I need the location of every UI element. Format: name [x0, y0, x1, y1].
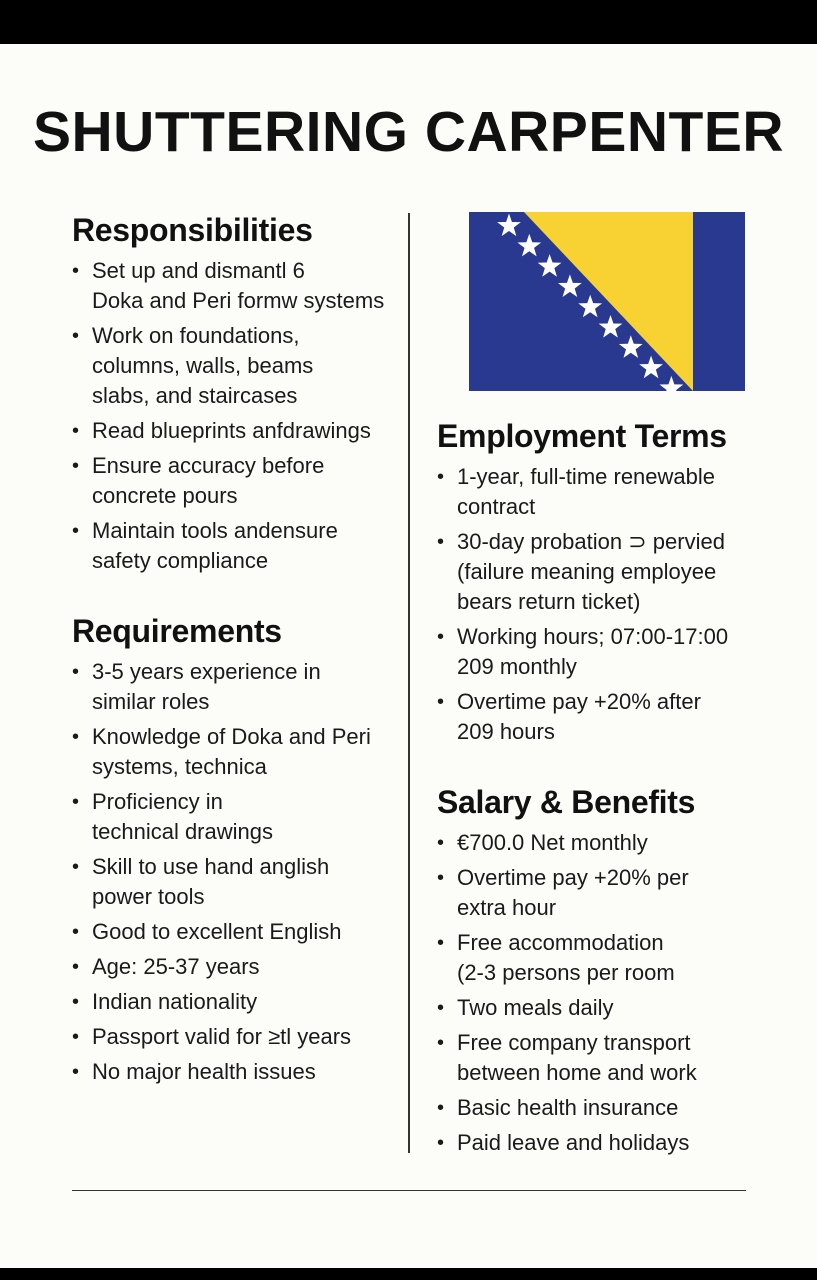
bosnia-and-herzegovina-flag [469, 212, 745, 391]
list-item-line: Working hours; 07:00-17:00 [457, 624, 729, 649]
list-item [72, 987, 400, 1017]
list-item-line: Free accommodation [457, 930, 664, 955]
bullet-icon: • [72, 991, 80, 1013]
list-item-line: Overtime pay +20% per [457, 865, 689, 890]
bullet-icon: • [72, 1026, 80, 1048]
bullet-icon: • [437, 932, 445, 954]
list-item [72, 451, 400, 511]
list-item-line: 1-year, full-time renewable [457, 464, 716, 489]
list-item [72, 852, 400, 912]
list-item-line: Paid leave and holidays [457, 1130, 690, 1155]
list-item-line: Free company transport [457, 1030, 691, 1055]
list-item-line: 3-5 years experience in [92, 659, 321, 684]
list-item [437, 527, 767, 617]
right-column [437, 416, 767, 1163]
bullet-icon: • [72, 956, 80, 978]
bullet-icon: • [437, 1132, 445, 1154]
list-item-line: between home and work [457, 1060, 697, 1085]
list-item-line: columns, walls, beams [92, 353, 314, 378]
bullet-icon: • [437, 832, 445, 854]
list-item [437, 1128, 767, 1158]
list-item-line: Two meals daily [457, 995, 614, 1020]
bullet-icon: • [72, 1061, 80, 1083]
list-item [437, 462, 767, 522]
list-item-line: 30-day probation ⊃ pervied [457, 529, 725, 554]
list-item-line: Doka and Peri formw systems [92, 288, 385, 313]
employment-terms-section [437, 416, 767, 747]
list-item-line: Knowledge of Doka and Peri [92, 724, 371, 749]
list-item [72, 1022, 400, 1052]
list-item [437, 863, 767, 923]
left-column [72, 210, 400, 1092]
list-item-line: Set up and dismantl 6 [92, 258, 305, 283]
list-item-line: Basic health insurance [457, 1095, 679, 1120]
top-black-bar [0, 0, 817, 44]
bullet-icon: • [72, 420, 80, 442]
list-item [437, 828, 767, 858]
list-item-line: €700.0 Net monthly [457, 830, 648, 855]
bullet-icon: • [72, 260, 80, 282]
bullet-icon: • [437, 867, 445, 889]
responsibilities-list [72, 256, 400, 576]
requirements-list [72, 657, 400, 1087]
list-item-line: Skill to use hand anglish [92, 854, 330, 879]
list-item-line: systems, technica [92, 754, 267, 779]
list-item [72, 787, 400, 847]
list-item [437, 1028, 767, 1088]
list-item-line: (2-3 persons per room [457, 960, 675, 985]
list-item [72, 1057, 400, 1087]
list-item-line: Age: 25-37 years [92, 954, 260, 979]
list-item-line: power tools [92, 884, 205, 909]
bullet-icon: • [72, 661, 80, 683]
list-item [72, 952, 400, 982]
list-item-line: extra hour [457, 895, 557, 920]
list-item [437, 622, 767, 682]
list-item-line: similar roles [92, 689, 210, 714]
list-item-line: Indian nationality [92, 989, 258, 1014]
list-item-line: Passport valid for ≥tl years [92, 1024, 352, 1049]
bullet-icon: • [72, 455, 80, 477]
list-item-line: (failure meaning employee [457, 559, 717, 584]
requirements-section [72, 611, 400, 1087]
list-item [72, 722, 400, 782]
list-item [72, 657, 400, 717]
list-item-line: Overtime pay +20% after [457, 689, 701, 714]
list-item-line: 209 monthly [457, 654, 577, 679]
list-item [72, 321, 400, 411]
bullet-icon: • [72, 520, 80, 542]
bullet-icon: • [437, 1032, 445, 1054]
list-item-line: Good to excellent English [92, 919, 342, 944]
list-item-line: Maintain tools andensure [92, 518, 338, 543]
bullet-icon: • [72, 325, 80, 347]
bullet-icon: • [72, 856, 80, 878]
list-item-line: Ensure accuracy before [92, 453, 325, 478]
list-item-line: Read blueprints anfdrawings [92, 418, 371, 443]
list-item-line: concrete pours [92, 483, 238, 508]
bottom-divider [72, 1190, 746, 1191]
bullet-icon: • [437, 997, 445, 1019]
bullet-icon: • [72, 726, 80, 748]
list-item [72, 416, 400, 446]
bullet-icon: • [437, 626, 445, 648]
bullet-icon: • [437, 531, 445, 553]
list-item [72, 917, 400, 947]
list-item [437, 687, 767, 747]
list-item-line: 209 hours [457, 719, 555, 744]
responsibilities-heading: Responsibilities [72, 212, 313, 248]
list-item-line: bears return ticket) [457, 589, 641, 614]
list-item [437, 993, 767, 1023]
bullet-icon: • [437, 691, 445, 713]
list-item [72, 256, 400, 316]
salary-benefits-section [437, 782, 767, 1158]
bottom-black-bar [0, 1268, 817, 1280]
list-item-line: contract [457, 494, 536, 519]
requirements-heading: Requirements [72, 613, 282, 649]
list-item-line: Work on foundations, [92, 323, 300, 348]
employment-terms-heading: Employment Terms [437, 418, 727, 454]
list-item [437, 1093, 767, 1123]
list-item-line: No major health issues [92, 1059, 316, 1084]
column-divider [408, 213, 410, 1153]
page-title: SHUTTERING CARPENTER [32, 100, 785, 164]
list-item [72, 516, 400, 576]
list-item-line: Proficiency in [92, 789, 223, 814]
list-item-line: safety compliance [92, 548, 269, 573]
salary-benefits-heading: Salary & Benefits [437, 784, 696, 820]
salary-benefits-list [437, 828, 767, 1158]
bullet-icon: • [72, 791, 80, 813]
list-item-line: slabs, and staircases [92, 383, 298, 408]
employment-terms-list [437, 462, 767, 747]
bullet-icon: • [437, 466, 445, 488]
list-item [437, 928, 767, 988]
list-item-line: technical drawings [92, 819, 273, 844]
bullet-icon: • [437, 1097, 445, 1119]
responsibilities-section [72, 210, 400, 576]
bullet-icon: • [72, 921, 80, 943]
